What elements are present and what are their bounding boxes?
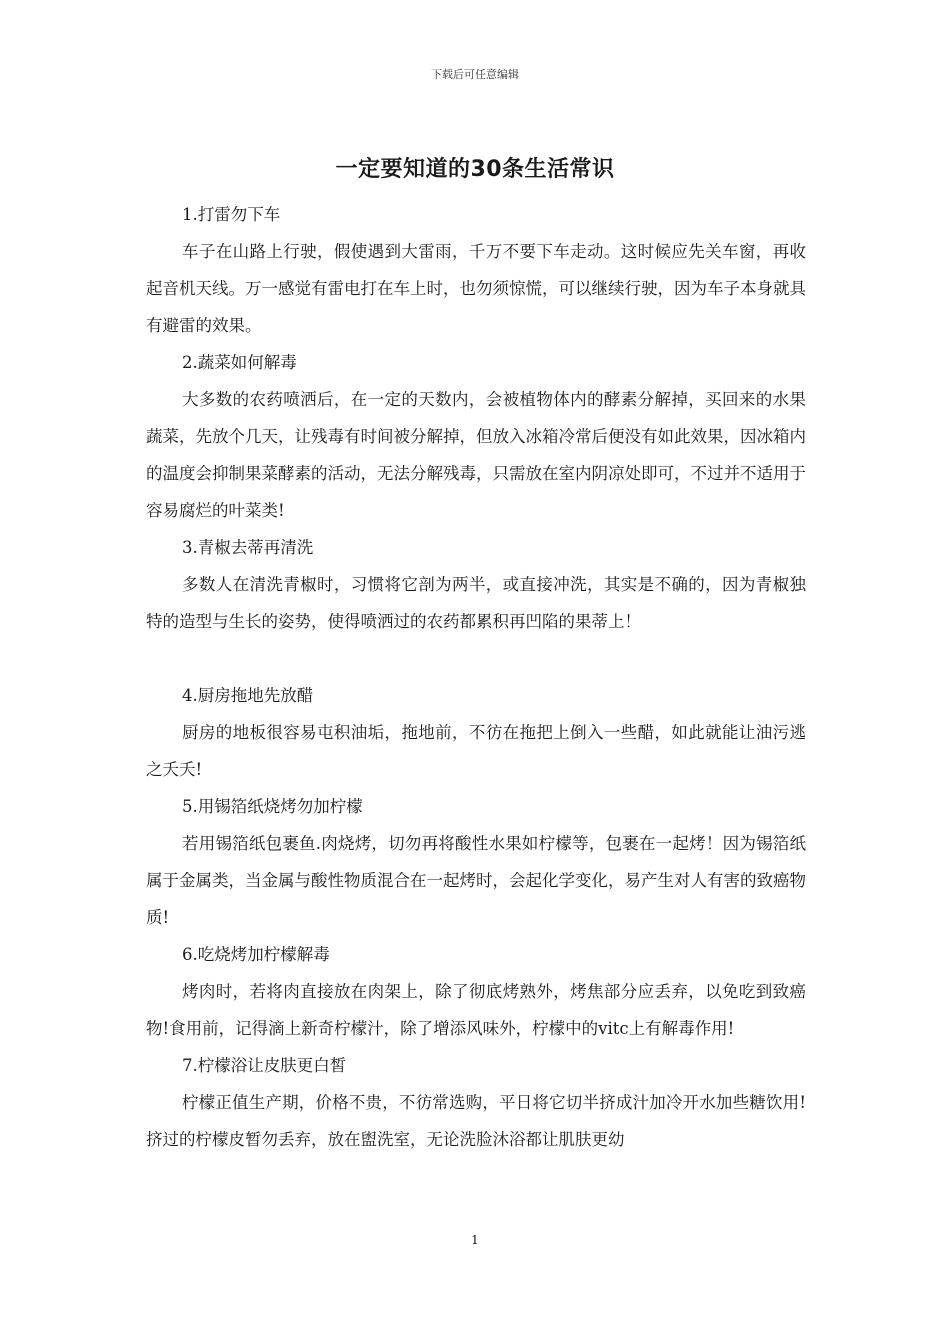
section-heading: 3.青椒去蒂再清洗: [182, 538, 314, 557]
blank-line: [146, 640, 806, 677]
section-paragraph: 大多数的农药喷洒后，在一定的天数内，会被植物体内的酵素分解掉，买回来的水果蔬菜，先放个几天，让残毒有时间被分解掉，但放入冰箱冷常后便没有如此效果，因冰箱内的温度会抑制果菜酵素的活动，无法分解残毒，只需放在室内阴凉处即可，不过并不适用于容易腐烂的叶菜类!: [146, 390, 806, 520]
section-paragraph: 烤肉时，若将肉直接放在肉架上，除了彻底烤熟外，烤焦部分应丢弃，以免吃到致癌物!食用前，记得滴上新奇柠檬汁，除了增添风味外，柠檬中的vitc上有解毒作用!: [146, 982, 806, 1038]
section-paragraph: 多数人在清洗青椒时，习惯将它剖为两半，或直接冲洗，其实是不确的，因为青椒独特的造型与生长的姿势，使得喷洒过的农药都累积再凹陷的果蒂上！: [146, 575, 806, 631]
section-paragraph: 若用锡箔纸包裹鱼.肉烧烤，切勿再将酸性水果如柠檬等，包裹在一起烤！因为锡箔纸属于金属类，当金属与酸性物质混合在一起烤时，会起化学变化，易产生对人有害的致癌物质!: [146, 834, 806, 927]
section-paragraph: 厨房的地板很容易屯积油垢，拖地前，不彷在拖把上倒入一些醋，如此就能让油污逃之夭夭!: [146, 723, 806, 779]
section-heading: 4.厨房拖地先放醋: [182, 686, 314, 705]
section-heading: 7.柠檬浴让皮肤更白皙: [182, 1056, 347, 1075]
document-body: [146, 196, 806, 1158]
document-title: 一定要知道的30条生活常识: [335, 157, 615, 182]
section-heading: 5.用锡箔纸烧烤勿加柠檬: [182, 797, 363, 816]
page-header: 下载后可任意编辑: [431, 68, 519, 81]
section-heading: 6.吃烧烤加柠檬解毒: [182, 945, 330, 964]
section-paragraph: 柠檬正值生产期，价格不贵，不彷常选购，平日将它切半挤成汁加冷开水加些糖饮用!挤过的柠檬皮暂勿丢弃，放在盥洗室，无论洗脸沐浴都让肌肤更幼: [146, 1093, 806, 1149]
section-paragraph: 车子在山路上行驶，假使遇到大雷雨，千万不要下车走动。这时候应先关车窗，再收起音机天线。万一感觉有雷电打在车上时，也勿须惊慌，可以继续行驶，因为车子本身就具有避雷的效果。: [146, 242, 806, 335]
section-heading: 1.打雷勿下车: [182, 205, 281, 224]
section-heading: 2.蔬菜如何解毒: [182, 353, 297, 372]
page-number: 1: [471, 1233, 479, 1247]
